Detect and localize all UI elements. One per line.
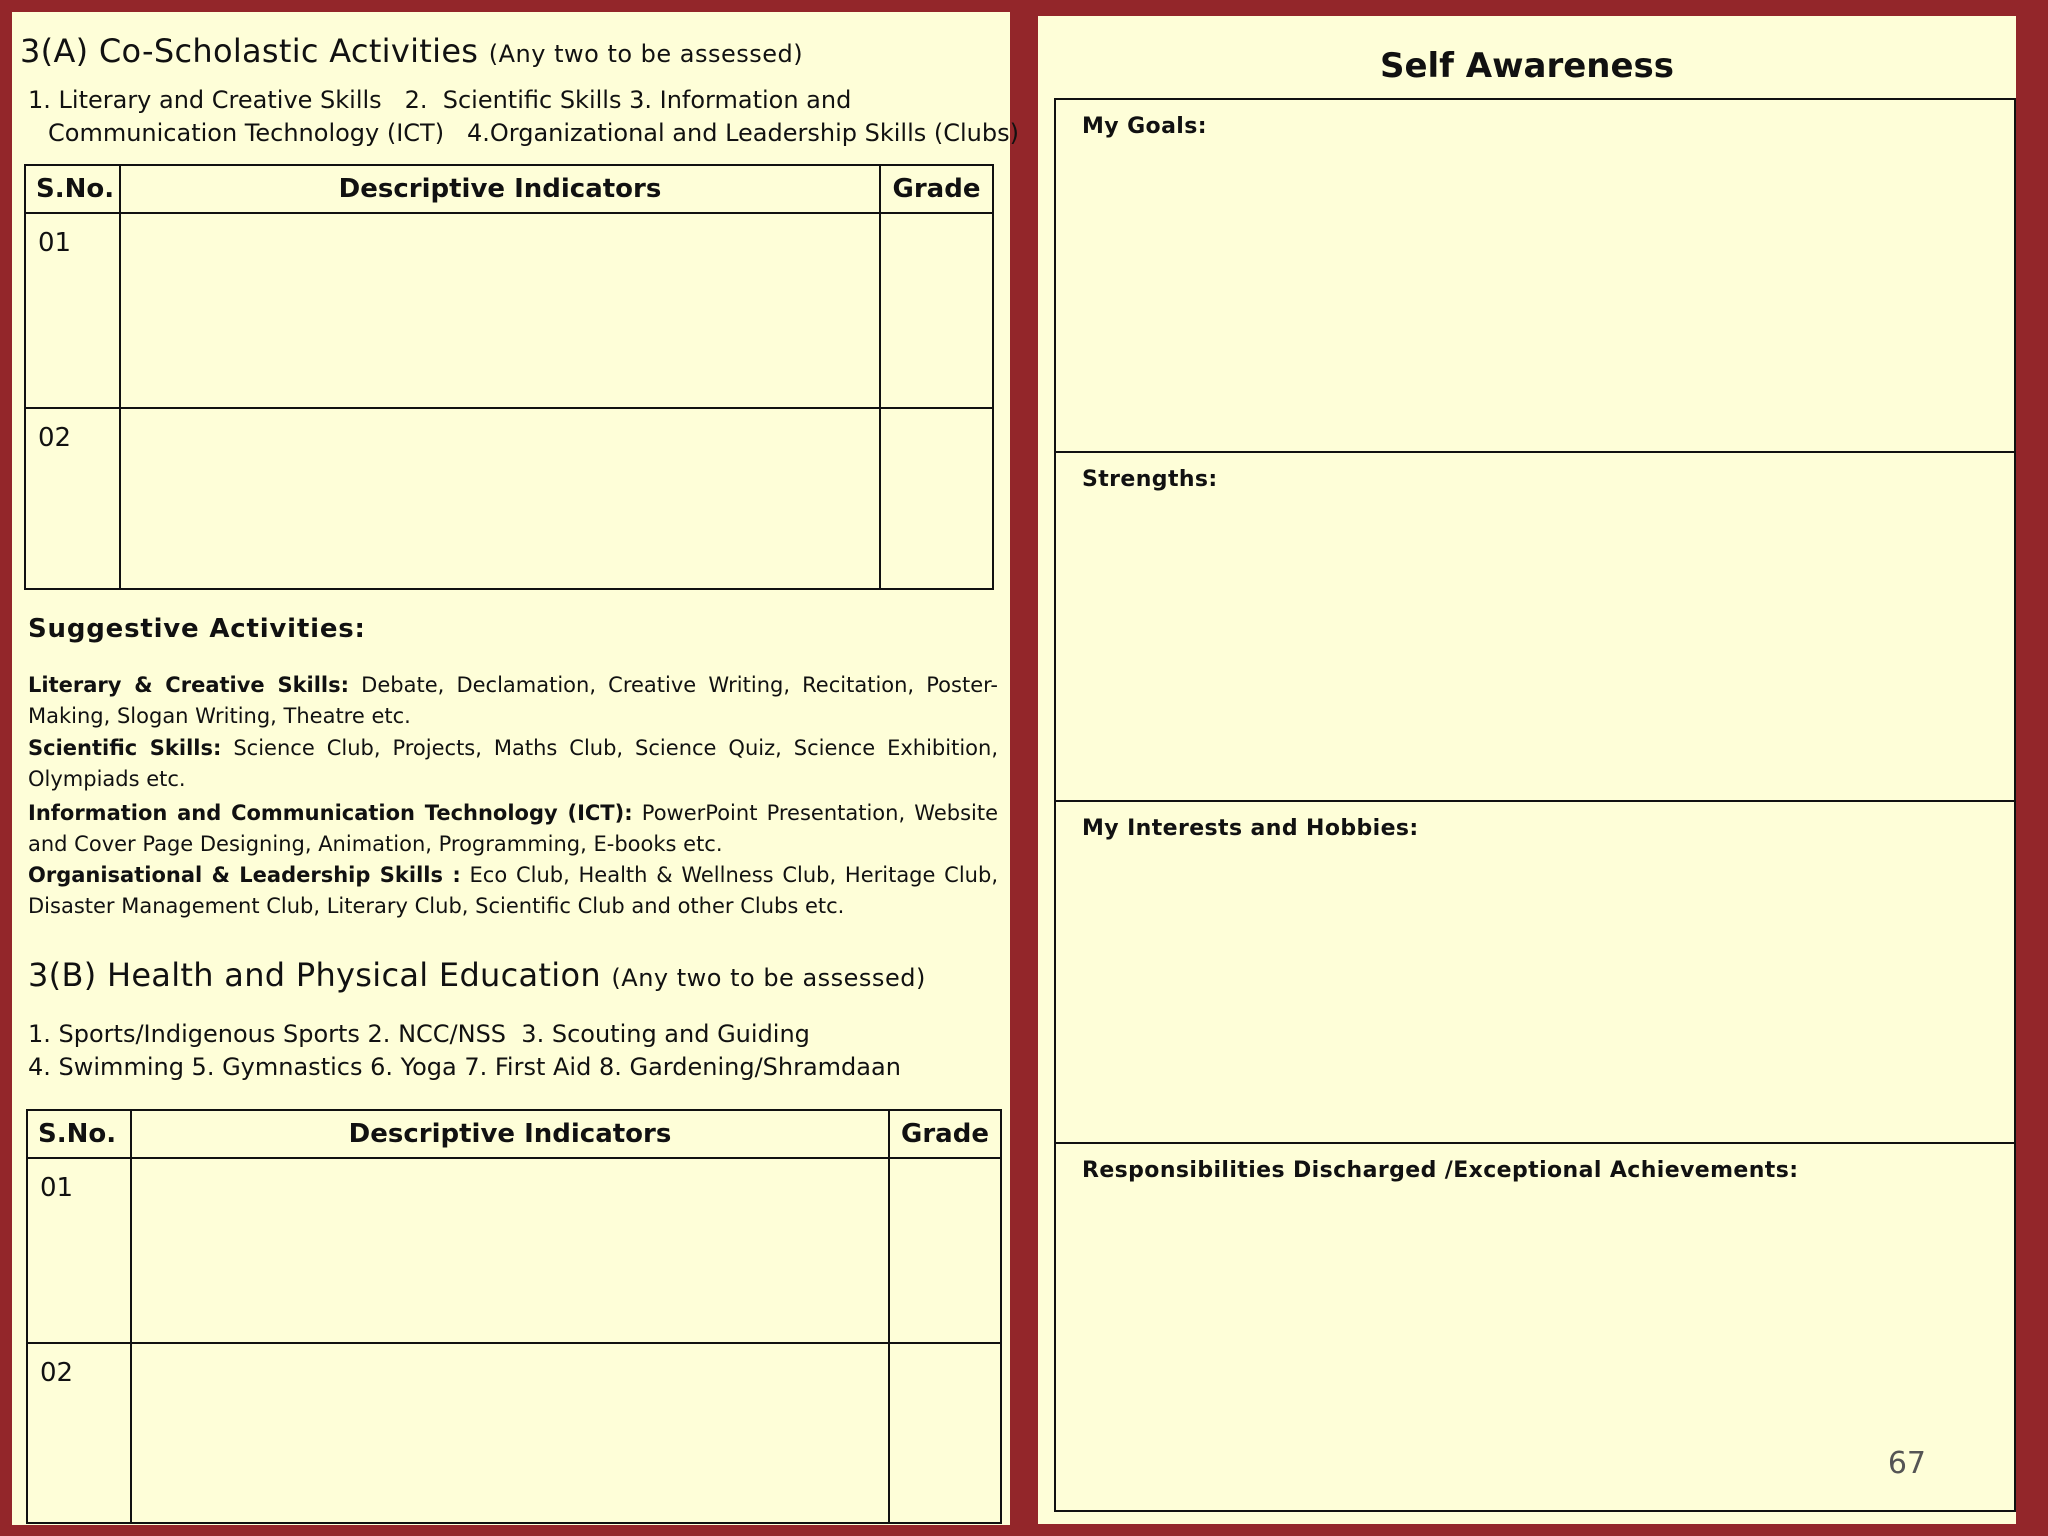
goals-label: My Goals: [1082,114,1207,139]
entry-label: Information and Communication Technology (ICT): [28,801,633,825]
section-a-subtitle: (Any two to be assessed) [488,40,804,68]
grade-cell[interactable] [880,408,993,589]
entry-text: PowerPoint Presentation, Website and Cover Page Designing, Animation, Programming, E-books etc. [28,801,999,856]
row-sno: 02 [27,1343,131,1523]
section-a-items-line2: Communication Technology (ICT) 4.Organizational and Leadership Skills (Clubs) [48,119,1019,147]
indicator-cell[interactable] [120,408,880,589]
entry-label: Scientific Skills: [28,736,222,760]
goals-box[interactable] [1054,98,2016,453]
header-sno: S.No. [25,165,120,213]
row-sno: 01 [27,1158,131,1343]
header-grade: Grade [880,165,993,213]
entry-text: Science Club, Projects, Maths Club, Science Quiz, Science Exhibition, Olympiads etc. [28,736,999,791]
entry-label: Organisational & Leadership Skills : [28,863,461,887]
section-a-items-line1: 1. Literary and Creative Skills 2. Scientific Skills 3. Information and [28,86,852,114]
suggestive-entry-ict [28,798,998,860]
left-page [12,12,1019,1525]
suggestive-activities-title: Suggestive Activities: [28,614,366,644]
suggestive-entry-scientific [28,733,998,795]
suggestive-entry-literary [28,670,998,732]
table-row [25,408,993,589]
table-row [27,1158,1001,1343]
section-b-items-line2: 4. Swimming 5. Gymnastics 6. Yoga 7. First Aid 8. Gardening/Shramdaan [28,1053,901,1081]
grade-cell[interactable] [880,213,993,408]
row-sno: 01 [25,213,120,408]
header-grade: Grade [889,1110,1001,1158]
entry-text: Eco Club, Health & Wellness Club, Heritage Club, Disaster Management Club, Literary Club, Scientific Club and other Clubs etc. [28,863,998,918]
interests-hobbies-box[interactable] [1054,800,2016,1144]
grade-cell[interactable] [889,1343,1001,1523]
header-sno: S.No. [27,1110,131,1158]
section-a-heading: 3(A) Co-Scholastic Activities [20,32,479,70]
self-awareness-title: Self Awareness [1379,46,1675,86]
indicator-cell[interactable] [120,213,880,408]
indicator-cell[interactable] [131,1343,889,1523]
table-header-row [27,1110,1001,1158]
grade-cell[interactable] [889,1158,1001,1343]
entry-text: Debate, Declamation, Creative Writing, Recitation, Poster-Making, Slogan Writing, Theatre etc. [28,673,998,728]
section-b-subtitle: (Any two to be assessed) [611,964,926,992]
section-b-title [28,956,926,994]
strengths-box[interactable] [1054,451,2016,802]
right-page [1038,16,2016,1524]
strengths-label: Strengths: [1082,467,1218,492]
section-b-table [26,1109,1002,1524]
section-a-table [24,164,994,590]
header-descriptive-indicators: Descriptive Indicators [120,165,880,213]
section-b-heading: 3(B) Health and Physical Education [28,956,601,994]
responsibilities-label: Responsibilities Discharged /Exceptional Achievements: [1082,1158,1799,1183]
interests-hobbies-label: My Interests and Hobbies: [1082,816,1419,841]
section-b-items-line1: 1. Sports/Indigenous Sports 2. NCC/NSS 3. Scouting and Guiding [28,1020,810,1048]
table-row [25,213,993,408]
responsibilities-box[interactable] [1054,1142,2016,1512]
page-number: 67 [1887,1446,1926,1481]
section-a-title [20,32,803,70]
table-row [27,1343,1001,1523]
indicator-cell[interactable] [131,1158,889,1343]
row-sno: 02 [25,408,120,589]
entry-label: Literary & Creative Skills: [28,673,350,697]
suggestive-entry-organisational [28,860,998,922]
header-descriptive-indicators: Descriptive Indicators [131,1110,889,1158]
table-header-row [25,165,993,213]
